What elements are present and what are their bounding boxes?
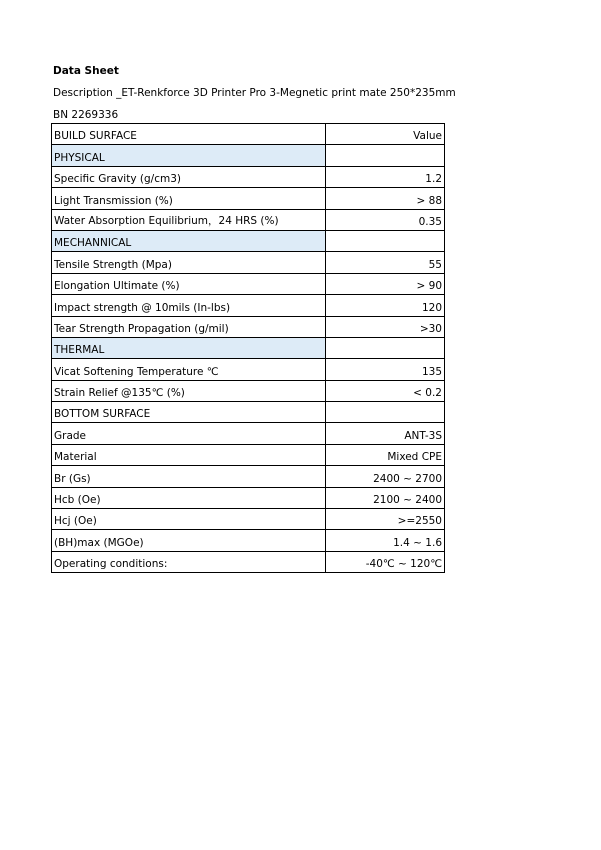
description-line: Description _ET-Renkforce 3D Printer Pro 3-Megnetic print mate 250*235mm [53, 87, 456, 99]
table-cell-value: 1.4 ~ 1.6 [326, 530, 445, 551]
table-cell-label: Specific Gravity (g/cm3) [52, 166, 326, 187]
table-cell-label: Strain Relief @135℃ (%) [52, 380, 326, 401]
section-row-physical [52, 145, 445, 166]
table-cell-label: Hcb (Oe) [52, 487, 326, 508]
table-cell-value: > 90 [326, 273, 445, 294]
section-row-mechanical [52, 230, 445, 251]
table-cell-label: Impact strength @ 10mils (In-lbs) [52, 295, 326, 316]
table-cell-value: Mixed CPE [326, 444, 445, 465]
table-cell-label: Grade [52, 423, 326, 444]
table-cell-label: Hcj (Oe) [52, 509, 326, 530]
table-cell-label: (BH)max (MGOe) [52, 530, 326, 551]
table-cell-label: Elongation Ultimate (%) [52, 273, 326, 294]
table-cell-value: -40℃ ~ 120℃ [326, 551, 445, 572]
table-cell-label: Operating conditions: [52, 551, 326, 572]
table-cell-label: Vicat Softening Temperature ℃ [52, 359, 326, 380]
table-cell-value: 55 [326, 252, 445, 273]
table-cell-value: 0.35 [326, 209, 445, 230]
table-cell-value: >=2550 [326, 509, 445, 530]
table-cell-label: Material [52, 444, 326, 465]
table-cell-label: BUILD SURFACE [52, 124, 326, 145]
table-cell-value: > 88 [326, 188, 445, 209]
page-title: Data Sheet [53, 65, 119, 77]
table-row [52, 487, 445, 508]
table-cell-value: < 0.2 [326, 380, 445, 401]
table-cell-label: Light Transmission (%) [52, 188, 326, 209]
table-row [52, 295, 445, 316]
table-row [52, 316, 445, 337]
table-cell-value: 2100 ~ 2400 [326, 487, 445, 508]
table-row [52, 273, 445, 294]
table-row [52, 188, 445, 209]
table-row [52, 444, 445, 465]
table-row [52, 423, 445, 444]
table-cell-value: ANT-3S [326, 423, 445, 444]
section-label: MECHANNICAL [52, 230, 326, 251]
table-cell-label: Water Absorption Equilibrium，24 HRS (%) [52, 209, 326, 230]
table-cell-label: Tensile Strength (Mpa) [52, 252, 326, 273]
table-cell-label: Tear Strength Propagation (g/mil) [52, 316, 326, 337]
table-cell-value [326, 402, 445, 423]
table-cell-label: BOTTOM SURFACE [52, 402, 326, 423]
table-cell-value [326, 337, 445, 358]
table-cell-value [326, 145, 445, 166]
table-row [52, 530, 445, 551]
table-cell-value: 135 [326, 359, 445, 380]
section-label: THERMAL [52, 337, 326, 358]
bn-number: BN 2269336 [53, 109, 119, 121]
table-cell-value: Value [326, 124, 445, 145]
table-cell-value: 2400 ~ 2700 [326, 466, 445, 487]
table-cell-value: 120 [326, 295, 445, 316]
table-cell-label: Br (Gs) [52, 466, 326, 487]
table-cell-value: >30 [326, 316, 445, 337]
table-row [52, 359, 445, 380]
table-row [52, 402, 445, 423]
table-row [52, 551, 445, 572]
section-label: PHYSICAL [52, 145, 326, 166]
table-row [52, 252, 445, 273]
table-row [52, 124, 445, 145]
table-row [52, 166, 445, 187]
data-sheet-table [51, 123, 445, 573]
table-row [52, 509, 445, 530]
table-row [52, 209, 445, 230]
table-row [52, 466, 445, 487]
table-cell-value: 1.2 [326, 166, 445, 187]
table-row [52, 380, 445, 401]
table-cell-value [326, 230, 445, 251]
section-row-thermal [52, 337, 445, 358]
